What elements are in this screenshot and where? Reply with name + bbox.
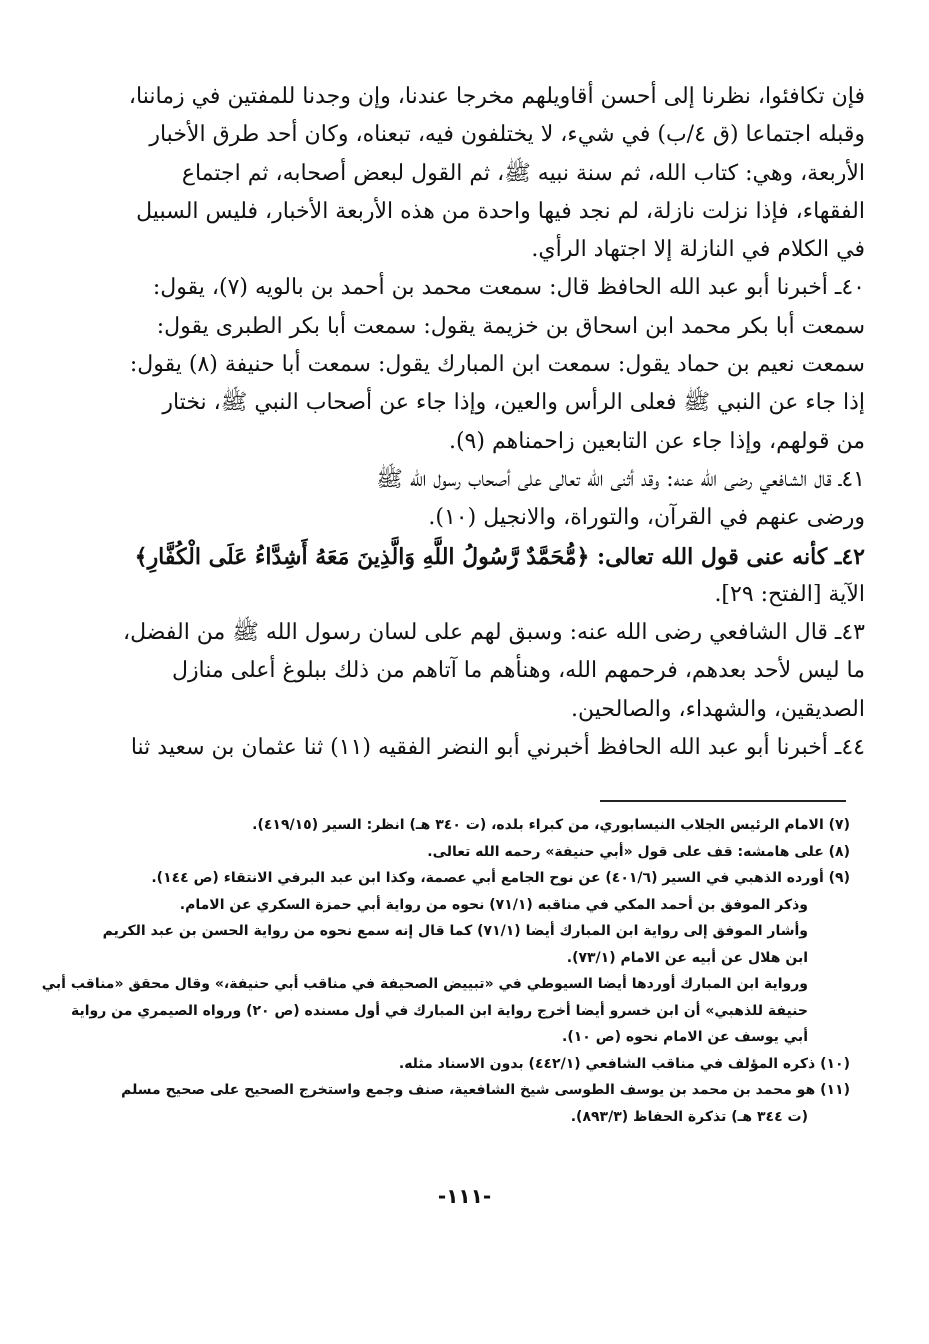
text-line: فإن تكافئوا، نظرنا إلى أحسن أقاويلهم مخرجا عندنا، وإن وجدنا للمفتين في زماننا، xyxy=(128,84,865,109)
page-number: -١١١- xyxy=(437,1184,492,1208)
text-line: الأربعة، وهي: كتاب الله، ثم سنة نبيه ﷺ، ثم القول لبعض أصحابه، ثم اجتماع xyxy=(181,160,865,186)
footnote-line: (١١) هو محمد بن محمد بن يوسف الطوسى شيخ الشافعية، صنف وجمع واستخرج الصحيح على صحيح مسلم xyxy=(121,1082,850,1098)
text-line: الفقهاء، فإذا نزلت نازلة، لم نجد فيها واحدة من هذه الأربعة الأخبار، فليس السبيل xyxy=(136,198,865,224)
text-line: ٤٤ـ أخبرنا أبو عبد الله الحافظ أخبرني أبو النضر الفقيه (١١) ثنا عثمان بن سعيد ثنا xyxy=(130,735,865,761)
footnote-line: (٨) على هامشه: قف على قول «أبي حنيفة» رحمه الله تعالى. xyxy=(427,843,850,860)
text-line: من قولهم، وإذا جاء عن التابعين زاحمناهم (٩). xyxy=(448,428,865,454)
text-line: ٤٠ـ أخبرنا أبو عبد الله الحافظ قال: سمعت محمد بن أحمد بن بالويه (٧)، يقول: xyxy=(152,275,865,301)
text-line: الصديقين، والشهداء، والصالحين. xyxy=(571,696,865,722)
footnote-line: (ت ٣٤٤ هـ) تذكرة الحفاظ (٨٩٣/٣). xyxy=(570,1108,808,1125)
footnote-line: (٧) الامام الرئيس الجلاب النيسابوري، من كبراء بلده، (ت ٣٤٠ هـ) انظر: السير (٤١٩/١٥). xyxy=(252,817,850,833)
text-line: ما ليس لأحد بعدهم، فرحمهم الله، وهنأهم ما آتاهم من ذلك ببلوغ أعلى منازل xyxy=(171,658,865,684)
footnotes-block xyxy=(41,812,850,1130)
text-line: ورضى عنهم في القرآن، والتوراة، والانجيل (١٠). xyxy=(428,505,865,531)
footnote-line: ورواية ابن المبارك أوردها أيضا السيوطي في «تبييض الصحيفة في مناقب أبي حنيفة،» وقال محقق «مناقب أبي xyxy=(41,976,808,992)
footnote-line: وأشار الموفق إلى رواية ابن المبارك أيضا (٧١/١) كما قال إنه سمع نحوه من رواية الحسن بن عبد الكريم xyxy=(102,923,808,939)
main-text-block xyxy=(123,78,865,767)
text-line: الآية [الفتح: ٢٩]. xyxy=(714,581,865,607)
quran-verse-line: ٤٢ـ كأنه عنى قول الله تعالى: ﴿مُّحَمَّدٌ رَّسُولُ اللَّهِ وَالَّذِينَ مَعَهُ أَشِدَّاءُ عَلَى الْكُفَّارِ﴾ xyxy=(134,543,865,570)
text-line: ٤١ـ قال الشافعي رضى الله عنه: وقد أثنى الله تعالى على أصحاب رسول الله ﷺ xyxy=(376,466,865,492)
footnote-line: ابن هلال عن أبيه عن الامام (٧٣/١). xyxy=(566,949,808,966)
footnote-line: وذكر الموفق بن أحمد المكي في مناقبه (٧١/١) نحوه من رواية أبي حمزة السكري عن الامام. xyxy=(179,896,808,913)
text-line: سمعت أبا بكر محمد ابن اسحاق بن خزيمة يقول: سمعت أبا بكر الطبرى يقول: xyxy=(156,313,865,339)
text-line: وقبله اجتماعا (ق ٤/ب) في شيء، لا يختلفون فيه، تبعناه، وكان أحد طرق الأخبار xyxy=(149,122,865,148)
footnote-line: حنيفة للذهبي» أن ابن خسرو أيضا أخرج رواية ابن المبارك في أول مسنده (ص ٢٠) ورواه الصيمري من رواية xyxy=(70,1002,808,1019)
text-line: في الكلام في النازلة إلا اجتهاد الرأي. xyxy=(531,237,865,263)
text-line: سمعت نعيم بن حماد يقول: سمعت ابن المبارك يقول: سمعت أبا حنيفة (٨) يقول: xyxy=(129,352,865,378)
footnote-line: (٩) أورده الذهبي في السير (٤٠١/٦) عن نوح الجامع أبي عصمة، وكذا ابن عبد البرفي الانتقاء (ص ١٤٤). xyxy=(151,870,850,886)
footnote-separator xyxy=(600,800,846,802)
text-line: ٤٣ـ قال الشافعي رضى الله عنه: وسبق لهم على لسان رسول الله ﷺ من الفضل، xyxy=(123,620,865,646)
text-line: إذا جاء عن النبي ﷺ فعلى الرأس والعين، وإذا جاء عن أصحاب النبي ﷺ، نختار xyxy=(162,390,865,416)
footnote-line: (١٠) ذكره المؤلف في مناقب الشافعي (٤٤٢/١) بدون الاسناد مثله. xyxy=(398,1055,850,1072)
footnote-line: أبي يوسف عن الامام نحوه (ص ١٠). xyxy=(562,1029,808,1045)
